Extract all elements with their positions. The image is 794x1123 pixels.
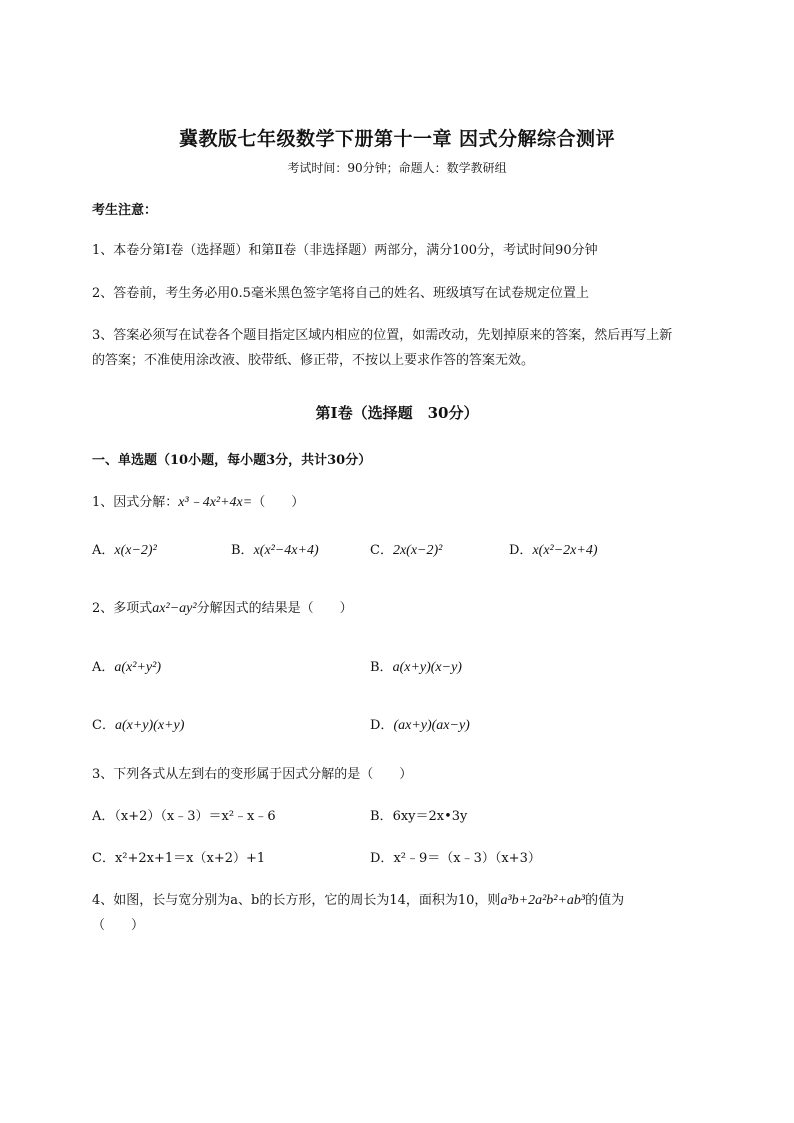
question-1-suffix: （ ） xyxy=(252,495,305,510)
question-4-answer-parens: （ ） xyxy=(92,918,145,933)
option-letter: B． xyxy=(370,809,393,824)
option-expression: (ax+y)(ax−y) xyxy=(393,718,470,733)
question-1-prefix: 1、因式分解： xyxy=(92,495,179,510)
question-1-expression: x³﹣4x²+4x= xyxy=(178,495,253,510)
question-2-option-a[interactable] xyxy=(92,660,161,676)
option-expression: 2x(x−2)² xyxy=(392,543,443,558)
question-1 xyxy=(92,495,304,511)
question-3-option-b[interactable] xyxy=(370,809,467,825)
question-2-prefix: 2、多项式 xyxy=(92,601,153,616)
question-2-expression: ax²−ay² xyxy=(152,601,197,616)
option-letter: C． xyxy=(92,718,115,733)
option-letter: B． xyxy=(370,660,393,675)
question-1-option-a[interactable] xyxy=(92,543,157,559)
option-letter: A． xyxy=(92,809,115,824)
option-letter: C． xyxy=(370,543,393,558)
option-expression: a(x+y)(x−y) xyxy=(392,660,462,675)
question-4-suffix: 的值为 xyxy=(585,893,625,908)
question-4 xyxy=(92,893,624,909)
notice-item-3: 3、答案必须写在试卷各个题目指定区域内相应的位置，如需改动，先划掉原来的答案，然后再写上新 xyxy=(92,328,673,343)
question-1-option-d[interactable] xyxy=(509,543,598,559)
question-4-text: 4、如图，长与宽分别为a、b的长方形，它的周长为14，面积为10，则 xyxy=(92,893,501,908)
part1-heading: 第Ⅰ卷（选择题 30分） xyxy=(315,404,479,422)
question-2-option-c[interactable] xyxy=(92,718,184,734)
option-letter: D． xyxy=(370,718,394,733)
option-expression: x²+2x+1＝x（x+2）+1 xyxy=(114,851,266,866)
option-letter: D． xyxy=(370,851,394,866)
section-heading: 一、单选题（10小题，每小题3分，共计30分） xyxy=(92,453,372,468)
question-3-option-c[interactable] xyxy=(92,851,265,867)
option-expression: x(x−2)² xyxy=(114,543,157,558)
question-3-option-d[interactable] xyxy=(370,851,541,867)
option-letter: C． xyxy=(92,851,115,866)
notice-heading: 考生注意： xyxy=(92,203,158,218)
option-letter: A． xyxy=(92,660,115,675)
question-3-option-a[interactable] xyxy=(92,809,276,825)
option-expression: x(x²−2x+4) xyxy=(532,543,598,558)
option-letter: D． xyxy=(509,543,533,558)
question-2-option-b[interactable] xyxy=(370,660,462,676)
question-2-suffix: 分解因式的结果是（ ） xyxy=(196,601,353,616)
option-letter: B． xyxy=(231,543,254,558)
question-1-option-c[interactable] xyxy=(370,543,442,559)
question-1-option-b[interactable] xyxy=(231,543,319,559)
exam-title: 冀教版七年级数学下册第十一章 因式分解综合测评 xyxy=(178,128,616,150)
notice-item-2: 2、答卷前，考生务必用0.5毫米黑色签字笔将自己的姓名、班级填写在试卷规定位置上 xyxy=(92,286,589,301)
question-2-option-d[interactable] xyxy=(370,718,470,734)
option-expression: x(x²−4x+4) xyxy=(253,543,319,558)
option-expression: （x+2）（x﹣3）＝x²﹣x﹣6 xyxy=(114,809,276,824)
question-4-expression: a³b+2a²b²+ab³ xyxy=(500,893,586,908)
option-expression: a(x²+y²) xyxy=(114,660,161,675)
question-3: 3、下列各式从左到右的变形属于因式分解的是（ ） xyxy=(92,767,413,782)
option-expression: a(x+y)(x+y) xyxy=(114,718,185,733)
option-expression: x²﹣9＝（x﹣3）（x+3） xyxy=(393,851,541,866)
option-expression: 6xy＝2x•3y xyxy=(392,809,468,824)
option-letter: A． xyxy=(92,543,115,558)
notice-item-3-cont: 的答案；不准使用涂改液、胶带纸、修正带，不按以上要求作答的答案无效。 xyxy=(92,353,535,368)
notice-item-1: 1、本卷分第Ⅰ卷（选择题）和第Ⅱ卷（非选择题）两部分，满分100分，考试时间90分钟 xyxy=(92,243,598,258)
question-2 xyxy=(92,601,353,617)
exam-subtitle: 考试时间：90分钟；命题人：数学教研组 xyxy=(287,161,507,175)
